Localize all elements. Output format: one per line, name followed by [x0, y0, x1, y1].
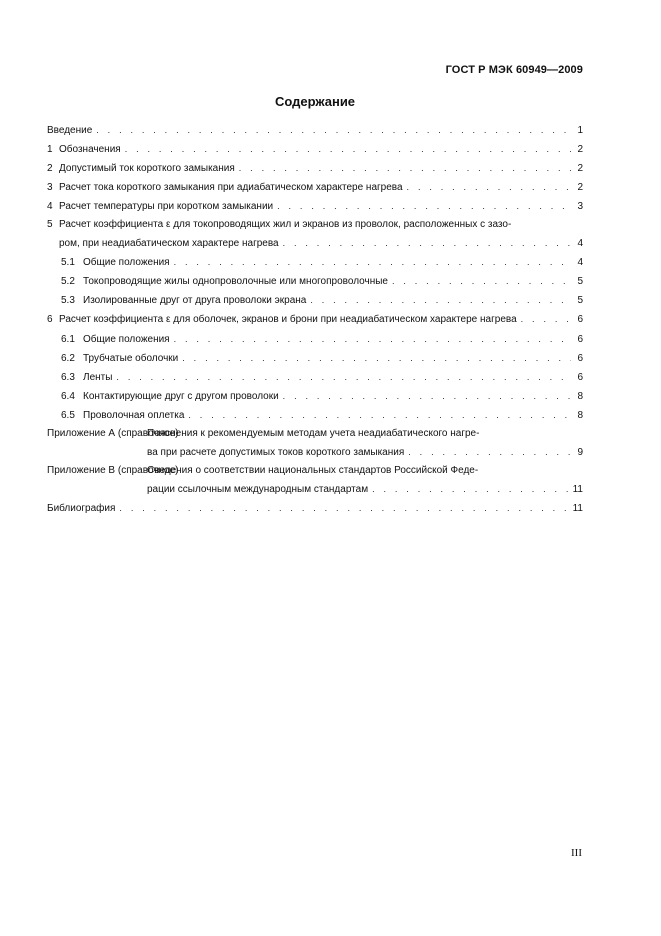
toc-section-number: 5.1 — [61, 257, 75, 269]
toc-entry-section-4[interactable] — [47, 197, 583, 216]
toc-dot-leader — [116, 368, 571, 386]
toc-entry-label: ва при расчете допустимых токов короткого замыкания — [147, 446, 405, 458]
toc-entry-introduction[interactable] — [47, 121, 583, 140]
toc-page-number: 6 — [577, 314, 583, 326]
toc-entry-label: Проволочная оплетка — [83, 409, 185, 421]
toc-section-number: 6 — [47, 314, 53, 326]
toc-entry-section-6-3[interactable] — [47, 368, 583, 387]
toc-entry-label: Расчет коэффициента ε для токопроводящих жил и экранов из проволок, расположенных с зазо- — [59, 219, 512, 231]
toc-entry-section-6[interactable] — [47, 310, 583, 329]
toc-section-number: 5.2 — [61, 276, 75, 288]
toc-dot-leader — [125, 140, 571, 158]
toc-page-number: 9 — [577, 446, 583, 458]
toc-dot-leader — [283, 234, 571, 252]
toc-appendix-lead: Приложение В (справочное) — [47, 464, 179, 476]
toc-entry-label: ром, при неадиабатическом характере нагрева — [59, 238, 279, 250]
toc-entry-label: Расчет коэффициента ε для оболочек, экранов и брони при неадиабатическом характере нагрева — [59, 314, 517, 326]
toc-entry-label: Контактирующие друг с другом проволоки — [83, 390, 279, 402]
toc-entry-label: Расчет температуры при коротком замыкании — [59, 201, 274, 213]
toc-page-number: 6 — [577, 352, 583, 364]
toc-page-number: 11 — [572, 483, 583, 495]
toc-page-number: 2 — [577, 163, 583, 175]
toc-page-number: 5 — [577, 276, 583, 288]
toc-section-number: 1 — [47, 144, 53, 156]
toc-entry-section-5-3[interactable] — [47, 291, 583, 310]
toc-dot-leader — [174, 330, 571, 348]
toc-page-number: 2 — [577, 144, 583, 156]
page-number-roman: III — [571, 847, 582, 859]
toc-entry-appendix-b[interactable] — [47, 462, 583, 480]
toc-page-number: 11 — [572, 502, 583, 514]
toc-page-number: 2 — [577, 182, 583, 194]
toc-section-number: 2 — [47, 163, 53, 175]
toc-section-number: 5 — [47, 219, 53, 231]
toc-page-number: 5 — [577, 295, 583, 307]
toc-dot-leader — [174, 253, 571, 271]
toc-section-number: 6.3 — [61, 371, 75, 383]
toc-appendix-lead: Приложение А (справочное) — [47, 427, 179, 439]
toc-entry-section-5-1[interactable] — [47, 253, 583, 272]
toc-page-number: 1 — [577, 125, 583, 136]
toc-entry-section-5-2[interactable] — [47, 272, 583, 291]
toc-entry-section-5[interactable] — [47, 216, 583, 234]
toc-entry-section-6-1[interactable] — [47, 330, 583, 349]
toc-entry-label: Токопроводящие жилы однопроволочные или многопроволочные — [83, 276, 388, 288]
toc-entry-label: Ленты — [83, 371, 113, 383]
toc-entry-label: Допустимый ток короткого замыкания — [59, 163, 235, 175]
toc-section-number: 6.1 — [61, 333, 75, 345]
toc-page-number: 3 — [577, 201, 583, 213]
toc-dot-leader — [521, 310, 571, 328]
toc-section-number: 6.5 — [61, 409, 75, 421]
toc-entry-appendix-a-continuation[interactable] — [47, 443, 583, 462]
toc-entry-section-6-2[interactable] — [47, 349, 583, 368]
toc-entry-label: Трубчатые оболочки — [83, 352, 179, 364]
toc-section-number: 6.2 — [61, 352, 75, 364]
toc-entry-label: Общие положения — [83, 333, 170, 345]
toc-dot-leader — [407, 178, 571, 196]
toc-dot-leader — [283, 387, 571, 405]
toc-dot-leader — [239, 159, 571, 177]
toc-section-number: 3 — [47, 182, 53, 194]
toc-dot-leader — [188, 406, 571, 424]
toc-section-number: 6.4 — [61, 390, 75, 402]
toc-entry-section-1[interactable] — [47, 140, 583, 159]
toc-entry-label: рации ссылочным международным стандартам — [147, 483, 369, 495]
toc-entry-section-2[interactable] — [47, 159, 583, 178]
toc-entry-section-6-5[interactable] — [47, 406, 583, 425]
toc-dot-leader — [182, 349, 571, 367]
toc-entry-appendix-a[interactable] — [47, 425, 583, 443]
toc-entry-label: Расчет тока короткого замыкания при адиабатическом характере нагрева — [59, 182, 403, 194]
toc-entry-section-5-continuation[interactable] — [47, 234, 583, 253]
toc-dot-leader — [408, 443, 571, 461]
document-code: ГОСТ Р МЭК 60949—2009 — [445, 64, 583, 76]
toc-entry-section-6-4[interactable] — [47, 387, 583, 406]
toc-dot-leader — [392, 272, 571, 290]
toc-page-number: 8 — [577, 409, 583, 421]
toc-page-number: 4 — [577, 257, 583, 269]
toc-entry-label: Обозначения — [59, 144, 121, 156]
toc-dot-leader — [96, 121, 571, 139]
toc-page-number: 6 — [577, 333, 583, 345]
toc-dot-leader — [277, 197, 571, 215]
toc-entry-section-3[interactable] — [47, 178, 583, 197]
toc-section-number: 5.3 — [61, 295, 75, 307]
toc-entry-appendix-b-continuation[interactable] — [47, 480, 583, 499]
toc-entry-label: Библиография — [47, 502, 116, 514]
toc-entry-label: Общие положения — [83, 257, 170, 269]
toc-dot-leader — [372, 480, 569, 498]
toc-entry-label: Пояснения к рекомендуемым методам учета неадиабатического нагре- — [147, 427, 480, 439]
page-title: Содержание — [274, 94, 356, 109]
toc-page-number: 6 — [577, 371, 583, 383]
toc-page-number: 8 — [577, 390, 583, 402]
table-of-contents — [47, 121, 583, 518]
toc-entry-bibliography[interactable] — [47, 499, 583, 518]
toc-section-number: 4 — [47, 201, 53, 213]
toc-entry-label: Введение — [47, 125, 93, 136]
toc-dot-leader — [119, 499, 568, 517]
toc-entry-label: Изолированные друг от друга проволоки экрана — [83, 295, 307, 307]
toc-page-number: 4 — [577, 238, 583, 250]
toc-entry-label: Сведения о соответствии национальных стандартов Российской Феде- — [147, 464, 479, 476]
toc-dot-leader — [310, 291, 571, 309]
